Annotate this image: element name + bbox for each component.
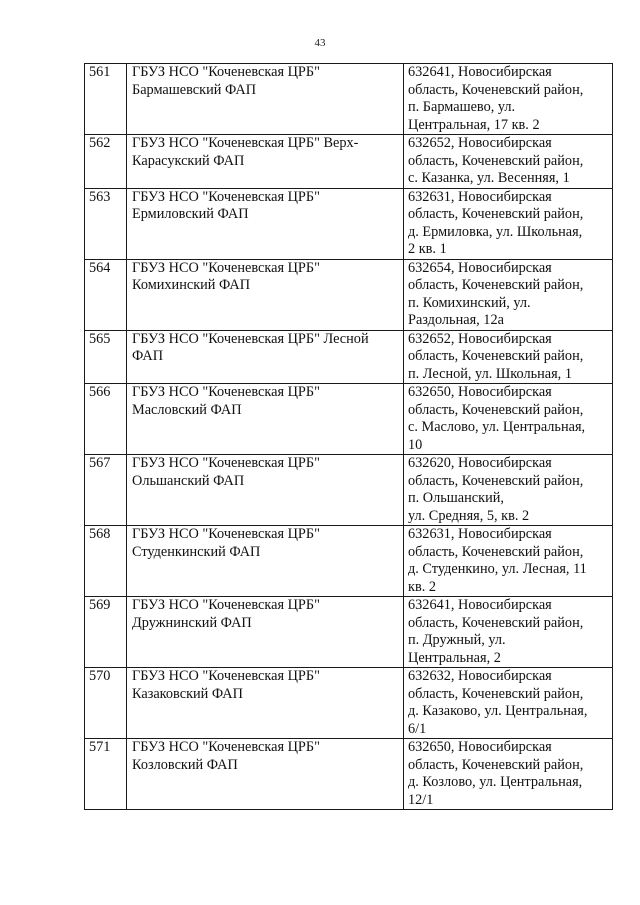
facility-name	[127, 330, 404, 384]
name-line: ГБУЗ НСО "Коченевская ЦРБ" Лесной	[132, 330, 369, 347]
address-line: 12/1	[408, 791, 434, 808]
address-line: 632620, Новосибирская	[408, 455, 552, 471]
address-line: область, Коченевский район,	[408, 81, 584, 98]
table-row	[85, 259, 613, 330]
name-line: ГБУЗ НСО "Коченевская ЦРБ"	[132, 188, 320, 205]
row-number: 569	[85, 597, 127, 668]
address-line: 2 кв. 1	[408, 241, 447, 257]
address-line: п. Бармашево, ул.	[408, 99, 516, 115]
row-number: 564	[85, 259, 127, 330]
name-line: Бармашевский ФАП	[132, 81, 257, 98]
address-line: д. Казаково, ул. Центральная,	[408, 703, 588, 719]
facility-address	[404, 668, 613, 739]
table-row	[85, 384, 613, 455]
address-line: п. Дружный, ул.	[408, 632, 506, 648]
table-row	[85, 597, 613, 668]
facility-address	[404, 64, 613, 135]
row-number: 561	[85, 64, 127, 135]
name-line: ГБУЗ НСО "Коченевская ЦРБ"	[132, 668, 320, 684]
address-line: д. Студенкино, ул. Лесная, 11	[408, 561, 587, 577]
facility-name	[127, 259, 404, 330]
address-line: Раздольная, 12а	[408, 312, 504, 328]
row-number: 566	[85, 384, 127, 455]
address-line: 632631, Новосибирская	[408, 188, 552, 205]
table-row	[85, 739, 613, 810]
address-line: д. Козлово, ул. Центральная,	[408, 774, 583, 790]
facility-name	[127, 135, 404, 189]
address-line: 632652, Новосибирская	[408, 330, 552, 347]
table-row	[85, 455, 613, 526]
facility-address	[404, 330, 613, 384]
name-line: ГБУЗ НСО "Коченевская ЦРБ"	[132, 597, 320, 613]
address-line: п. Комихинский, ул.	[408, 294, 531, 311]
name-line: Студенкинский ФАП	[132, 543, 261, 560]
page-number: 43	[314, 37, 326, 49]
row-number: 568	[85, 526, 127, 597]
address-line: ул. Средняя, 5, кв. 2	[408, 507, 530, 524]
facility-name	[127, 668, 404, 739]
facility-name	[127, 455, 404, 526]
name-line: ГБУЗ НСО "Коченевская ЦРБ"	[132, 739, 320, 755]
name-line: Комихинский ФАП	[132, 277, 251, 293]
row-number: 570	[85, 668, 127, 739]
table-row	[85, 188, 613, 259]
facility-address	[404, 455, 613, 526]
address-line: область, Коченевский район,	[408, 206, 584, 222]
facility-name	[127, 188, 404, 259]
table-row	[85, 668, 613, 739]
name-line: Карасукский ФАП	[132, 152, 245, 169]
facility-name	[127, 64, 404, 135]
address-line: область, Коченевский район,	[408, 472, 584, 489]
row-number: 565	[85, 330, 127, 384]
name-line: ГБУЗ НСО "Коченевская ЦРБ"	[132, 64, 320, 80]
address-line: 632652, Новосибирская	[408, 135, 552, 151]
facility-address	[404, 597, 613, 668]
row-number: 563	[85, 188, 127, 259]
address-line: 632654, Новосибирская	[408, 259, 552, 276]
address-line: 632641, Новосибирская	[408, 597, 552, 613]
address-line: 6/1	[408, 720, 427, 737]
facility-address	[404, 135, 613, 189]
table-row	[85, 526, 613, 597]
table-row	[85, 64, 613, 135]
name-line: ГБУЗ НСО "Коченевская ЦРБ"	[132, 259, 320, 276]
address-line: кв. 2	[408, 578, 436, 595]
row-number: 567	[85, 455, 127, 526]
address-line: область, Коченевский район,	[408, 152, 584, 169]
name-line: Ермиловский ФАП	[132, 206, 249, 222]
address-line: п. Ольшанский,	[408, 490, 504, 506]
name-line: ГБУЗ НСО "Коченевская ЦРБ"	[132, 526, 320, 542]
facility-address	[404, 526, 613, 597]
facility-name	[127, 739, 404, 810]
name-line: Козловский ФАП	[132, 756, 238, 773]
table-row	[85, 135, 613, 189]
facility-name	[127, 384, 404, 455]
address-line: 632632, Новосибирская	[408, 668, 552, 684]
address-line: Центральная, 17 кв. 2	[408, 116, 540, 133]
name-line: Ольшанский ФАП	[132, 472, 245, 489]
row-number: 562	[85, 135, 127, 189]
address-line: 632641, Новосибирская	[408, 64, 552, 80]
address-line: п. Лесной, ул. Школьная, 1	[408, 365, 572, 382]
address-line: 632650, Новосибирская	[408, 384, 552, 400]
address-line: область, Коченевский район,	[408, 543, 584, 560]
name-line: ФАП	[132, 348, 164, 364]
address-line: область, Коченевский район,	[408, 277, 584, 293]
address-line: 10	[408, 436, 423, 453]
facility-table	[84, 63, 613, 810]
facility-address	[404, 739, 613, 810]
address-line: область, Коченевский район,	[408, 401, 584, 418]
address-line: Центральная, 2	[408, 649, 501, 666]
name-line: ГБУЗ НСО "Коченевская ЦРБ"	[132, 455, 320, 471]
facility-address	[404, 384, 613, 455]
row-number: 571	[85, 739, 127, 810]
address-line: область, Коченевский район,	[408, 685, 584, 702]
facility-name	[127, 597, 404, 668]
name-line: ГБУЗ НСО "Коченевская ЦРБ" Верх-	[132, 135, 359, 151]
address-line: с. Маслово, ул. Центральная,	[408, 419, 586, 435]
name-line: Масловский ФАП	[132, 401, 242, 418]
table-row	[85, 330, 613, 384]
address-line: область, Коченевский район,	[408, 614, 584, 631]
address-line: область, Коченевский район,	[408, 348, 584, 364]
name-line: Дружнинский ФАП	[132, 614, 252, 631]
facility-table-body	[85, 64, 613, 810]
address-line: д. Ермиловка, ул. Школьная,	[408, 223, 583, 240]
name-line: ГБУЗ НСО "Коченевская ЦРБ"	[132, 384, 320, 400]
facility-address	[404, 259, 613, 330]
name-line: Казаковский ФАП	[132, 685, 243, 702]
address-line: с. Казанка, ул. Весенняя, 1	[408, 170, 570, 186]
address-line: 632631, Новосибирская	[408, 526, 552, 542]
address-line: область, Коченевский район,	[408, 756, 584, 773]
facility-address	[404, 188, 613, 259]
facility-name	[127, 526, 404, 597]
address-line: 632650, Новосибирская	[408, 739, 552, 755]
